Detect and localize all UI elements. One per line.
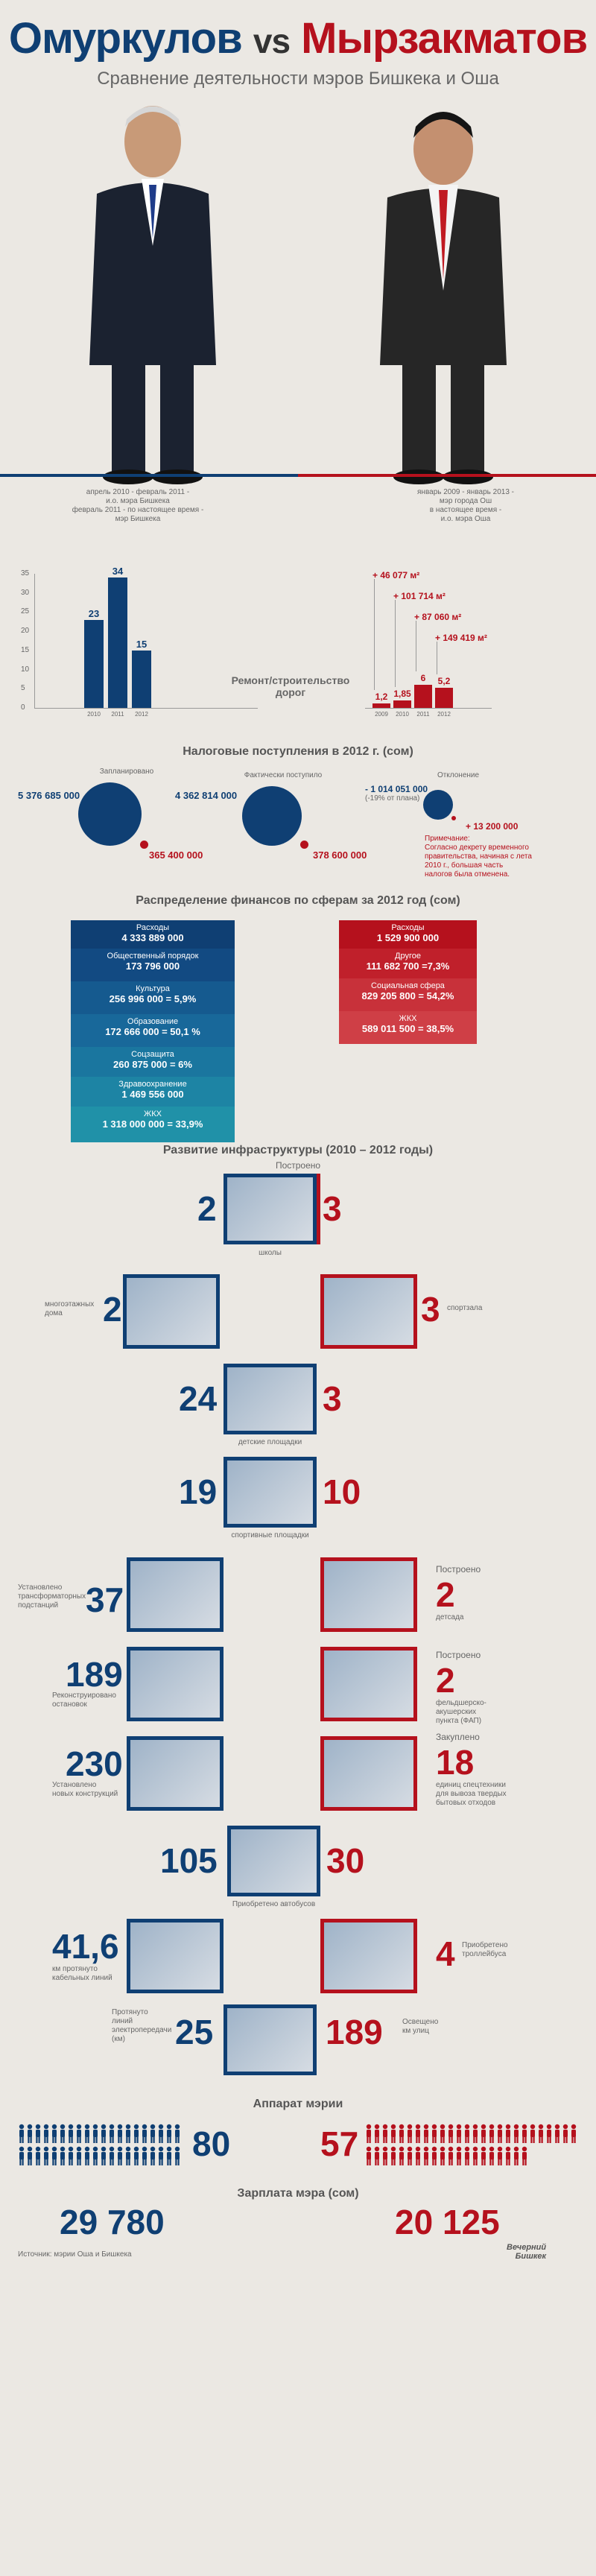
finance-row-left [71,920,235,949]
roads-bar-right-label: 5,2 [437,676,451,687]
stops-photo [127,1647,224,1721]
person-icon [398,2124,405,2143]
roads-y-tick: 0 [21,703,25,712]
person-icon [480,2124,487,2143]
fap-label: фельдшерско- акушерских пункта (ФАП) [436,1699,486,1725]
finance-row-name: ЖКХ [399,1014,417,1023]
person-icon [59,2146,66,2165]
roads-bar-left [84,620,104,708]
substations-left: 37 [86,1580,124,1619]
schools-left: 2 [197,1189,217,1228]
roads-bar-right-label: 1,2 [375,691,388,702]
person-icon [18,2146,25,2165]
kindergarten-photo [320,1557,417,1632]
person-icon [83,2146,91,2165]
finance-row-value: 1 318 000 000 = 33,9% [102,1118,203,1130]
person-icon [34,2124,42,2143]
roads-y-tick: 35 [21,569,30,577]
roads-label: Ремонт/строительство дорог [231,674,350,698]
roads-y-tick: 15 [21,645,30,654]
stops-left: 189 [66,1655,123,1694]
person-icon [116,2146,124,2165]
houses-left: 2 [103,1290,122,1329]
person-icon [431,2146,438,2165]
person-icon [124,2146,132,2165]
roads-y-tick: 25 [21,607,30,616]
taxes-note: Примечание: Согласно декрету временного правительства, начиная с лета 2010 г., большая часть налогов была отменена. [425,835,532,879]
finance-row-name: Культура [136,984,170,993]
person-icon [472,2146,479,2165]
sport-label: спортзала [447,1304,483,1312]
roads-bar-left [132,651,151,708]
sportgrounds-left: 19 [179,1472,218,1511]
person-icon [149,2124,156,2143]
person-icon [513,2146,520,2165]
person-icon [496,2124,504,2143]
person-icon [133,2124,140,2143]
person-icon [165,2124,173,2143]
finance-row-right [339,1011,477,1044]
roads-bar-left [108,577,127,708]
left-mayor-portrait [67,97,238,492]
actual-circle-left [242,786,302,846]
planned-label: Запланировано [99,768,154,776]
person-icon [100,2124,107,2143]
person-icon [414,2146,422,2165]
playgrounds-photo [224,1364,317,1434]
person-icon [100,2146,107,2165]
roads-bar-right [372,703,390,708]
constructions-photo [127,1736,224,1811]
roads-year-right: 2012 [437,711,451,718]
deviation-left-value: - 1 014 051 000 [365,784,428,794]
person-icon [504,2146,512,2165]
finance-row-value: 1 469 556 000 [121,1089,184,1100]
salary-right: 20 125 [395,2203,500,2241]
cables-photo [127,1919,224,1993]
substations-label: Установлено трансформаторных подстанций [18,1583,86,1610]
trolleys-right: 4 [436,1934,455,1973]
sportgrounds-right: 10 [323,1472,361,1511]
person-icon [67,2146,74,2165]
trolleys-photo [320,1919,417,1993]
planned-left-value: 5 376 685 000 [18,790,80,801]
fap-photo [320,1647,417,1721]
finance-row-left [71,1077,235,1107]
person-icon [116,2124,124,2143]
right-mayor-portrait [358,97,529,492]
person-icon [373,2146,381,2165]
planned-circle-left [78,782,142,846]
built-label: Построено [275,1160,321,1171]
person-icon [92,2124,99,2143]
deviation-label: Отклонение [437,771,480,779]
stops-label: Реконструировано остановок [52,1692,116,1709]
constructions-left: 230 [66,1744,123,1783]
finance-row-name: Здравоохранение [118,1080,187,1089]
finance-row-name: Соцзащита [131,1050,174,1059]
source-note: Источник: мэрии Оша и Бишкека [18,2250,132,2259]
taxes-title: Налоговые поступления в 2012 г. (сом) [183,745,413,758]
staff-right: 57 [320,2124,359,2163]
roads-y-tick: 30 [21,588,30,597]
person-icon [51,2124,58,2143]
person-icon [480,2146,487,2165]
roads-y-axis [34,574,35,708]
person-icon [59,2124,66,2143]
finance-row-left [71,1107,235,1142]
deviation-circle-right [451,816,456,820]
person-icon [26,2124,34,2143]
fap-right: 2 [436,1661,455,1700]
houses-label: многоэтажных дома [45,1300,95,1317]
finances-left-panel [71,920,235,1142]
person-icon [83,2124,91,2143]
person-icon [381,2124,389,2143]
roads-bar-right [414,685,432,708]
left-name: Омуркулов [8,14,242,63]
person-icon [141,2124,148,2143]
staff-left-icons [18,2124,189,2168]
roads-year-right: 2011 [416,711,430,718]
trolleys-label: Приобретено троллейбуса [462,1941,508,1958]
roads-bar-right-label: 6 [420,673,426,684]
person-icon [174,2124,181,2143]
person-icon [545,2124,553,2143]
finance-row-left [71,1047,235,1077]
person-icon [92,2146,99,2165]
person-icon [406,2124,413,2143]
person-icon [390,2124,397,2143]
person-icon [51,2146,58,2165]
staff-left: 80 [192,2124,231,2163]
finance-row-name: Расходы [391,923,425,932]
person-icon [447,2146,454,2165]
streets-right: 189 [326,2013,383,2051]
person-icon [422,2146,430,2165]
planned-circle-right [140,841,148,849]
salary-title: Зарплата мэра (сом) [237,2187,359,2200]
person-icon [165,2146,173,2165]
vehicles-photo [320,1736,417,1811]
sport-right: 3 [421,1290,440,1329]
finances-title: Распределение финансов по сферам за 2012 год (сом) [136,894,460,907]
newspaper-logo: Вечерний Бишкек [507,2243,547,2261]
finance-row-value: 1 529 900 000 [376,932,440,943]
finance-row-value: 4 333 889 000 [121,932,184,943]
staff-right-icons [365,2124,581,2168]
lines-label: Протянуто линий электропередачи (км) [112,2008,172,2043]
roads-year-left: 2010 [87,711,101,718]
right-name: Мырзакматов [301,14,588,63]
person-icon [537,2124,545,2143]
lines-photo [224,2004,317,2075]
houses-photo [123,1274,220,1349]
finance-row-value: 260 875 000 = 6% [113,1059,192,1070]
actual-circle-right [300,841,308,849]
roads-bar-right [435,688,453,708]
roads-x-axis-right [365,708,492,709]
roads-bar-left-label: 34 [112,566,124,577]
roads-bar-left-label: 15 [136,638,148,650]
person-icon [431,2124,438,2143]
actual-label: Фактически поступило [244,771,323,779]
person-icon [42,2146,50,2165]
schools-photo-right-edge [317,1174,320,1244]
roads-leader-line [374,579,375,690]
page-title [0,13,596,63]
person-icon [463,2146,471,2165]
roads-area-label: + 87 060 м² [414,612,462,622]
person-icon [504,2124,512,2143]
roads-bar-left-label: 23 [88,607,100,619]
person-icon [141,2146,148,2165]
finance-row-left [71,949,235,981]
person-icon [133,2146,140,2165]
roads-leader-line [395,600,396,687]
person-icon [406,2146,413,2165]
roads-year-right: 2009 [375,711,388,718]
person-icon [496,2146,504,2165]
person-icon [521,2146,528,2165]
person-icon [422,2124,430,2143]
person-icon [108,2146,115,2165]
page-subtitle: Сравнение деятельности мэров Бишкека и Оша [97,69,499,89]
finance-row-name: Другое [395,952,421,961]
planned-right-value: 365 400 000 [149,849,203,861]
finance-row-value: 256 996 000 = 5,9% [109,993,197,1004]
infra-title: Развитие инфраструктуры (2010 – 2012 годы) [162,1144,434,1156]
playgrounds-label: детские площадки [238,1438,302,1446]
divider-right [298,474,596,477]
buses-left: 105 [160,1841,218,1880]
person-icon [149,2146,156,2165]
finance-row-value: 589 011 500 = 38,5% [361,1023,454,1034]
finance-row-name: Образование [127,1017,179,1026]
roads-chart-left [21,566,259,730]
playgrounds-left: 24 [179,1379,218,1418]
person-icon [67,2124,74,2143]
person-icon [381,2146,389,2165]
fap-head: Построено [436,1650,481,1660]
deviation-circle-left [423,790,453,820]
kindergarten-right: 2 [436,1575,455,1614]
buses-label: Приобретено автобусов [232,1900,316,1908]
person-icon [472,2124,479,2143]
schools-photo [224,1174,317,1244]
left-term: апрель 2010 - февраль 2011 - и.о. мэра Бишкека февраль 2011 - по настоящее время - мэр Бишкека [72,488,204,523]
deviation-left-note: (-19% от плана) [365,794,420,803]
roads-y-tick: 10 [21,665,30,674]
vehicles-right: 18 [436,1743,475,1782]
staff-title: Аппарат мэрии [253,2098,343,2110]
person-icon [488,2124,495,2143]
roads-bar-right-label: 1,85 [393,689,411,700]
actual-left-value: 4 362 814 000 [175,790,238,801]
person-icon [398,2146,405,2165]
person-icon [18,2124,25,2143]
playgrounds-right: 3 [323,1379,342,1418]
person-icon [529,2124,536,2143]
roads-x-axis [34,708,258,709]
finance-row-name: Общественный порядок [107,952,199,961]
finance-row-value: 173 796 000 [125,961,180,972]
roads-chart-right [365,566,492,730]
kindergarten-label: детсада [436,1613,464,1621]
person-icon [439,2146,446,2165]
person-icon [562,2124,569,2143]
vehicles-label: единиц спецтехники для вывоза твердых бытовых отходов [436,1781,507,1807]
deviation-right-value: + 13 200 000 [466,821,519,832]
roads-y-tick: 20 [21,627,30,636]
finance-row-left [71,1014,235,1047]
constructions-label: Установлено новых конструкций [52,1781,118,1798]
person-icon [390,2146,397,2165]
finance-row-value: 172 666 000 = 50,1 % [105,1026,200,1037]
actual-right-value: 378 600 000 [313,849,367,861]
roads-bar-right [393,700,411,708]
schools-right: 3 [323,1189,342,1228]
right-term: январь 2009 - январь 2013 - мэр города Ош в настоящее время - и.о. мэра Оша [417,488,514,523]
roads-year-left: 2011 [111,711,124,718]
roads-area-label: + 46 077 м² [372,570,420,580]
cables-label: км протянуто кабельных линий [52,1965,112,1982]
finances-right-panel [339,920,477,1044]
person-icon [157,2146,165,2165]
sportgrounds-label: спортивные площадки [231,1531,309,1539]
schools-label: школы [259,1249,282,1257]
buses-right: 30 [326,1841,365,1880]
sportgrounds-photo [224,1457,317,1528]
streets-label: Освещено км улиц [402,2018,439,2035]
person-icon [124,2124,132,2143]
person-icon [447,2124,454,2143]
vs-label: vs [253,22,291,60]
person-icon [513,2124,520,2143]
person-icon [157,2124,165,2143]
finance-row-value: 111 682 700 =7,3% [366,961,450,972]
person-icon [34,2146,42,2165]
person-icon [42,2124,50,2143]
person-icon [554,2124,561,2143]
person-icon [455,2124,463,2143]
roads-area-label: + 101 714 м² [393,591,446,601]
finance-row-right [339,920,477,949]
person-icon [414,2124,422,2143]
finance-row-right [339,949,477,978]
lines-left: 25 [175,2013,214,2051]
person-icon [463,2124,471,2143]
person-icon [26,2146,34,2165]
roads-area-label: + 149 419 м² [435,633,487,643]
roads-year-left: 2012 [135,711,148,718]
vehicles-head: Закуплено [436,1732,480,1742]
person-icon [365,2146,372,2165]
buses-photo [227,1826,320,1896]
person-icon [439,2124,446,2143]
sport-photo [320,1274,417,1349]
person-icon [373,2124,381,2143]
person-icon [570,2124,577,2143]
cables-left: 41,6 [52,1927,119,1966]
finance-row-left [71,981,235,1014]
person-icon [75,2124,83,2143]
finance-row-name: Расходы [136,923,170,932]
finance-row-right [339,978,477,1011]
kindergarten-head: Построено [436,1564,481,1575]
finance-row-name: Социальная сфера [371,981,445,990]
person-icon [75,2146,83,2165]
salary-left: 29 780 [60,2203,165,2241]
person-icon [174,2146,181,2165]
finance-row-value: 829 205 800 = 54,2% [361,990,454,1001]
person-icon [365,2124,372,2143]
person-icon [488,2146,495,2165]
person-icon [521,2124,528,2143]
divider-left [0,474,298,477]
person-icon [455,2146,463,2165]
roads-year-right: 2010 [396,711,409,718]
person-icon [108,2124,115,2143]
finance-row-name: ЖКХ [144,1110,162,1118]
substations-photo [127,1557,224,1632]
roads-y-tick: 5 [21,684,25,693]
